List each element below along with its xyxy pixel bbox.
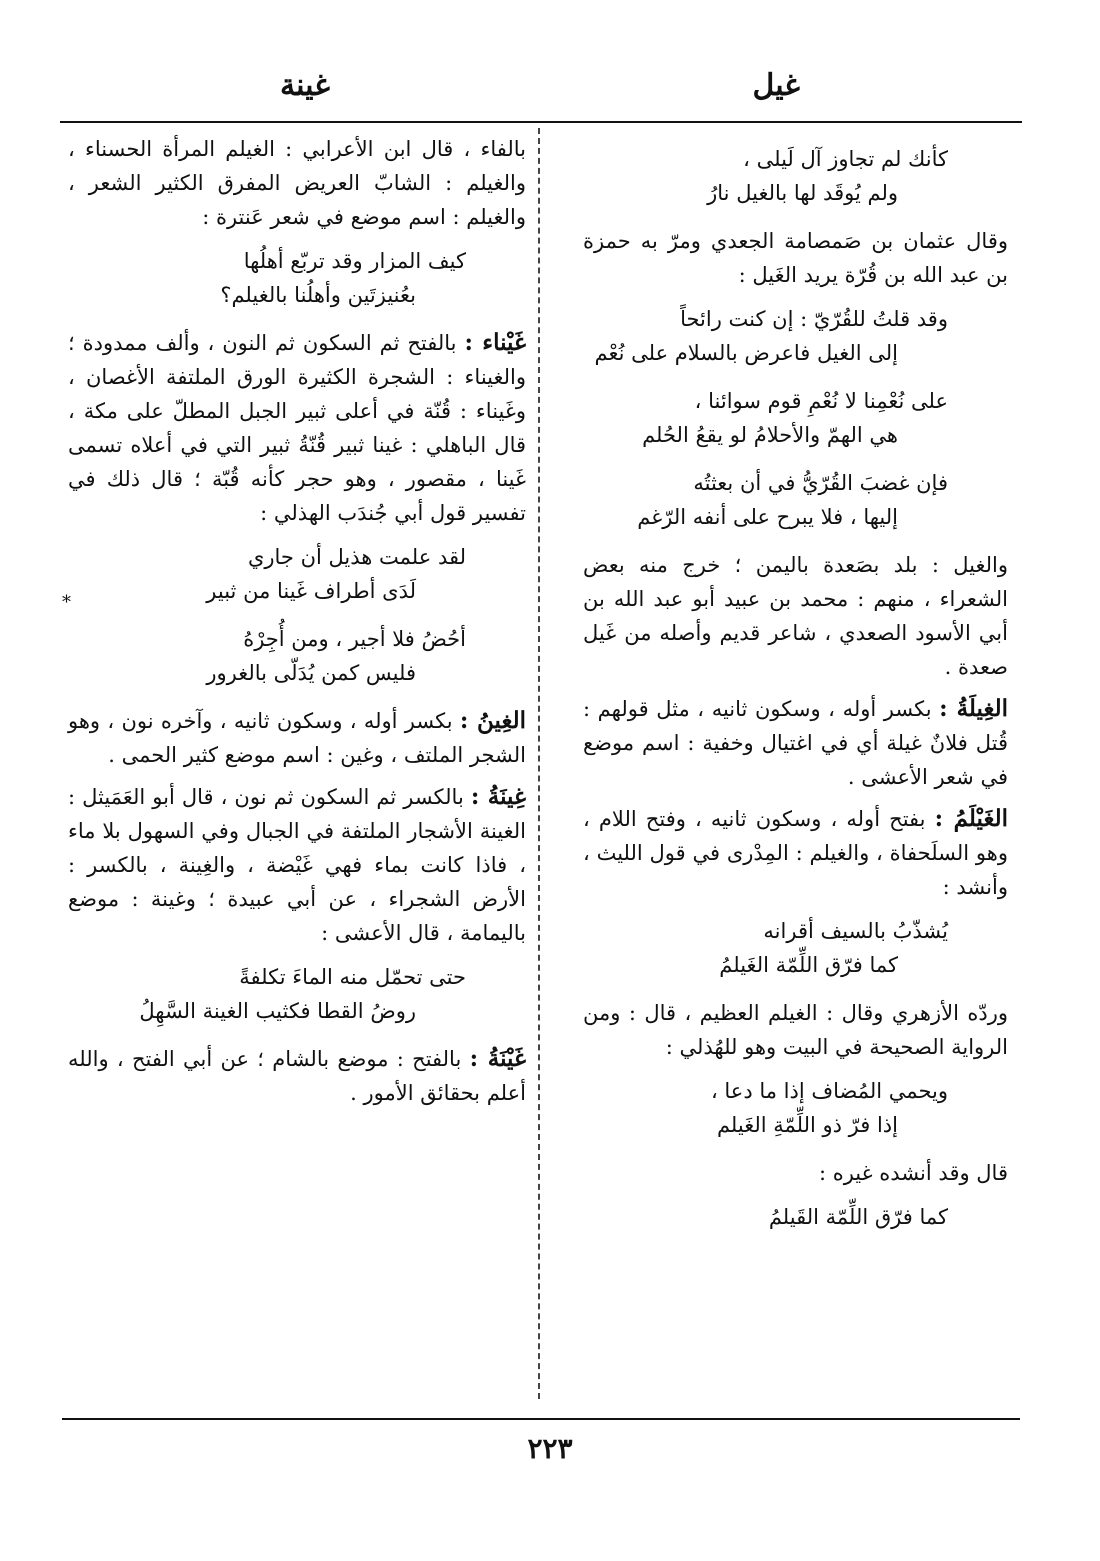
entry-text: بالفتح : موضع بالشام ؛ عن أبي الفتح ، والله أعلم بحقائق الأمور . <box>68 1047 526 1105</box>
verse <box>583 914 1008 982</box>
verse <box>68 960 526 1028</box>
running-head-left: غينة <box>280 68 330 103</box>
entry-headword: الغَيْلَمُ : <box>934 805 1008 832</box>
entry-text: بالفتح ثم السكون ثم النون ، وألف ممدودة ؛ والغيناء : الشجرة الكثيرة الورق الملتفة الأغصان ، وغَيناء : قُنّة في أعلى ثبير الجبل المطلّ على مكة ، قال الباهلي : غينا ثبير قُنّةُ ثبير التي في أعلاه تسمى غَينا ، مقصور ، وهو حجر كأنه قُبّة ؛ قال ذلك في تفسير قول أبي جُندَب الهذلي : <box>68 331 526 525</box>
footnote-star: * <box>62 592 71 613</box>
verse-line: كيف المزار وقد تربّع أهلُها <box>243 249 466 273</box>
verse <box>68 622 526 690</box>
right-column <box>583 132 1008 1248</box>
verse-line: على نُعْمِنا لا نُعْمِ قوم سوائنا ، <box>694 389 948 413</box>
verse-line: كما فرّق اللِّمّة القَيلمُ <box>768 1205 948 1229</box>
verse-line: بعُنيزتَين وأهلُنا بالغيلم؟ <box>220 283 416 307</box>
entry-headword: غَيْناء : <box>464 329 526 356</box>
entry-text: بكسر أوله ، وسكون ثانيه ، مثل قولهم : قُتل فلانٌ غيلة أي في اغتيال وخفية : اسم موضع في شعر الأعشى . <box>583 697 1008 789</box>
dictionary-entry <box>583 802 1008 904</box>
dictionary-entry <box>68 780 526 950</box>
footer-rule <box>62 1418 1020 1420</box>
verse-line: يُشذّبُ بالسيف أقرانه <box>763 919 948 943</box>
verse-line: ولم يُوقَد لها بالغيل نارُ <box>707 181 898 205</box>
paragraph: بالفاء ، قال ابن الأعرابي : الغيلم المرأة الحسناء ، والغيلم : الشابّ العريض المفرق الكثير الشعر ، والغيلم : اسم موضع في شعر عَنترة : <box>68 137 526 229</box>
dictionary-entry <box>583 692 1008 794</box>
verse <box>583 1074 1008 1142</box>
verse-line: ويحمي المُضاف إذا ما دعا ، <box>710 1079 948 1103</box>
verse-line: كأنك لم تجاوز آل لَيلى ، <box>743 147 948 171</box>
verse-line: إذا فرّ ذو اللِّمّةِ الغَيلم <box>716 1113 898 1137</box>
verse-line: لقد علمت هذيل أن جاري <box>247 545 466 569</box>
column-divider <box>538 128 540 1399</box>
paragraph: وردّه الأزهري وقال : الغيلم العظيم ، قال : ومن الرواية الصحيحة في البيت وهو للهُذلي : <box>583 1001 1008 1059</box>
entry-headword: الغِينُ : <box>459 707 526 734</box>
entry-text: بكسر أوله ، وسكون ثانيه ، وآخره نون ، وهو الشجر الملتف ، وغين : اسم موضع كثير الحمى . <box>68 709 526 767</box>
paragraph: وقال عثمان بن صَمصامة الجعدي ومرّ به حمزة بن عبد الله بن قُرّة يريد الغَيل : <box>583 229 1008 287</box>
verse-line: كما فرّق اللِّمّة الغَيلمُ <box>719 953 898 977</box>
page-header <box>60 62 1020 114</box>
page-number: ٢٢٣ <box>527 1432 573 1465</box>
verse-line: أحُضُ فلا أجير ، ومن أُجِرْهُ <box>243 627 466 651</box>
entry-headword: غِينَةُ : <box>470 783 526 810</box>
verse-line: فإن غضبَ القُرّيُّ في أن بعثتُه <box>693 471 948 495</box>
verse <box>583 1200 1008 1234</box>
entry-text: بالكسر ثم السكون ثم نون ، قال أبو العَمَيثل : الغينة الأشجار الملتفة في الجبال وفي السهول بلا ماء ، فاذا كانت بماء فهي غَيْضة ، والغِينة ، بالكسر : الأرض الشجراء ، عن أبي عبيدة ؛ وغينة : موضع باليمامة ، قال الأعشى : <box>68 785 526 945</box>
verse <box>583 142 1008 210</box>
verse <box>583 384 1008 452</box>
entry-headword: غَيْنَةُ : <box>469 1045 526 1072</box>
entry-headword: الغِيلَةُ : <box>939 695 1008 722</box>
entry-text: بفتح أوله ، وسكون ثانيه ، وفتح اللام ، وهو السلَحفاة ، والغيلم : المِدْرى في قول الليث ، وأنشد : <box>583 807 1008 899</box>
verse-line: هي الهمّ والأحلامُ لو يقعُ الحُلم <box>642 423 898 447</box>
verse-line: حتى تحمّل منه الماءَ تكلفةً <box>239 965 466 989</box>
running-head-right: غيل <box>752 68 800 103</box>
dictionary-entry <box>68 1042 526 1110</box>
paragraph: والغيل : بلد بصَعدة باليمن ؛ خرج منه بعض الشعراء ، منهم : محمد بن عبيد أبو عبد الله بن أبي الأسود الصعدي ، شاعر قديم وأصله من غَيل صعدة . <box>583 553 1008 679</box>
verse <box>583 302 1008 370</box>
verse-line: إلى الغيل فاعرض بالسلام على نُعْم <box>594 341 898 365</box>
verse <box>68 540 526 608</box>
verse <box>583 466 1008 534</box>
verse <box>68 244 526 312</box>
verse-line: فليس كمن يُدَلّى بالغرور <box>206 661 416 685</box>
paragraph: قال وقد أنشده غيره : <box>818 1161 1008 1185</box>
verse-line: روضُ القطا فكثيب الغينة السَّهِلُ <box>139 999 416 1023</box>
header-rule <box>60 121 1022 123</box>
verse-line: وقد قلتُ للقُرّيّ : إن كنت رائحاً <box>680 307 948 331</box>
verse-line: لَدَى أطراف غَينا من ثبير <box>206 579 416 603</box>
left-column <box>68 132 526 1118</box>
dictionary-entry <box>68 326 526 530</box>
verse-line: إليها ، فلا يبرح على أنفه الرّغم <box>637 505 898 529</box>
dictionary-entry <box>68 704 526 772</box>
